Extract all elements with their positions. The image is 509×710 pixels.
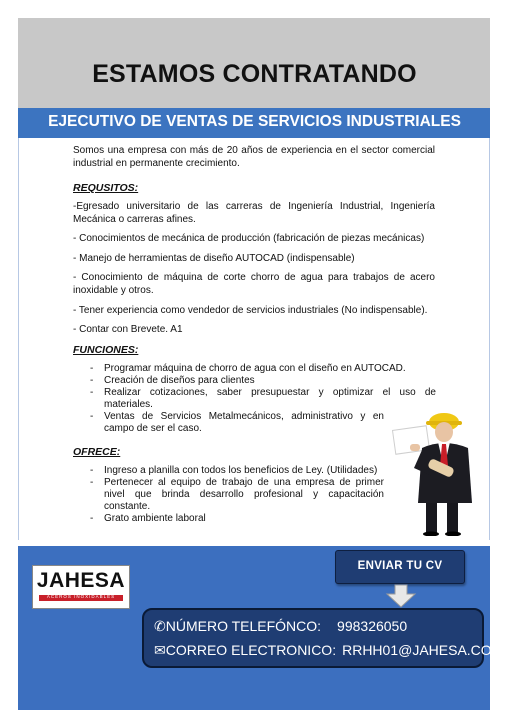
email-address[interactable]: RRHH01@JAHESA.COM [342,642,504,658]
envelope-icon: ✉ [154,642,166,658]
phone-line [154,618,407,635]
funcion-item: Realizar cotizaciones, saber presupuestar y optimizar el uso de materiales. [104,387,436,410]
requisito-item: - Tener experiencia como vendedor de servicios industriales (No indispensable). [73,305,428,316]
requisito-item: - Conocimientos de mecánica de producción (fabricación de piezas mecánicas) [73,233,425,244]
requisitos-heading: REQUSITOS: [73,182,139,194]
phone-label: NÚMERO TELEFÓNCO: [165,618,322,634]
bullet-dash: - [90,411,94,422]
intro-text: Somos una empresa con más de 20 años de experiencia en el sector comercial industrial en permanente crecimiento. [73,145,435,169]
contact-panel [142,608,504,668]
company-logo [32,565,130,609]
requisito-item: - Manejo de herramientas de diseño AUTOCAD (indispensable) [73,253,355,264]
bullet-dash: - [90,363,94,374]
page-title: ESTAMOS CONTRATANDO [92,60,417,88]
bullet-dash: - [90,513,94,524]
logo-tagline: ACEROS INOXIDABLES [46,594,116,599]
requisito-item: - Contar con Brevete. A1 [73,324,183,335]
job-title: EJECUTIVO DE VENTAS DE SERVICIOS INDUSTRIALES [48,113,461,130]
phone-number[interactable]: 998326050 [337,618,408,634]
funciones-heading: FUNCIONES: [73,344,139,356]
ofrece-item: Pertenecer al equipo de trabajo de una empresa de primer nivel que brinda desarrollo profesional y capacitación constante. [104,477,384,512]
engineer-illustration [392,408,487,536]
bullet-dash: - [90,477,94,488]
email-label: CORREO ELECTRONICO: [165,642,337,658]
arrow-down-icon [385,584,417,608]
send-cv-button[interactable] [335,550,465,584]
funcion-item: Programar máquina de chorro de agua con el diseño en AUTOCAD. [104,363,406,374]
funcion-item: Ventas de Servicios Metalmecánicos, administrativo y en campo de ser el caso. [104,411,384,434]
requisito-item: -Egresado universitario de las carreras de Ingeniería Industrial, Ingeniería Mecánica o carreras afines. [73,201,435,225]
bullet-dash: - [90,465,94,476]
bullet-dash: - [90,387,94,398]
ofrece-heading: OFRECE: [73,446,121,458]
bullet-dash: - [90,375,94,386]
phone-icon: ✆ [154,618,166,634]
ofrece-item: Grato ambiente laboral [104,513,206,524]
requisito-item: - Conocimiento de máquina de corte chorro de agua para trabajos de acero inoxidable y otros. [73,272,435,296]
logo-wordmark: JAHESA [36,569,126,592]
send-cv-label: ENVIAR TU CV [357,560,443,572]
ofrece-item: Ingreso a planilla con todos los beneficios de Ley. (Utilidades) [104,465,378,476]
funcion-item: Creación de diseños para clientes [104,375,255,386]
email-line [154,642,503,659]
